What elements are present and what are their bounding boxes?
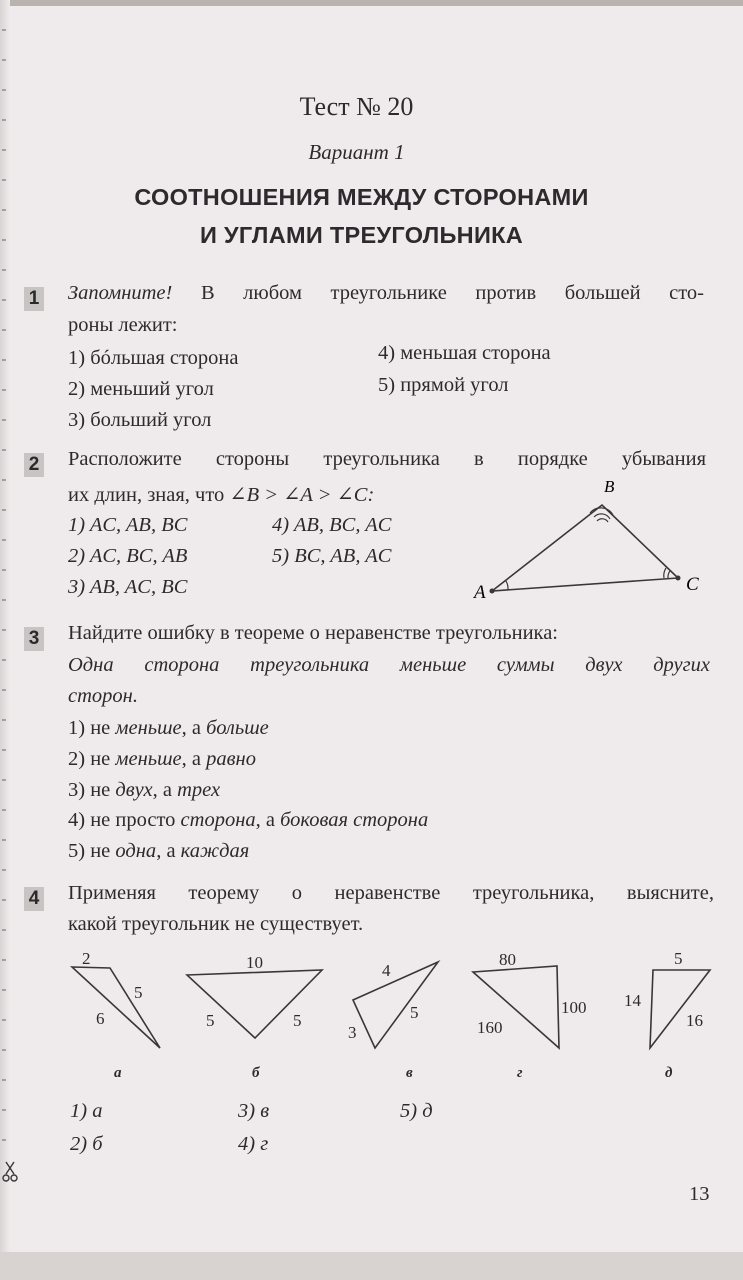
vertex-b-label: B [604,477,615,496]
question-1-text-line-1: В любом треугольнике против большей сто- [200,282,705,304]
page-top-shadow [0,0,743,6]
angle-c-arc-1 [664,568,666,578]
question-1-option-5[interactable]: 5) прямой угол [378,374,509,396]
question-1-option-2[interactable]: 2) меньший угол [68,378,214,400]
option-italic: каждая [180,840,250,862]
triangle-b-side-3: 5 [293,1011,302,1030]
angle-b-arc-3 [597,519,608,522]
option-text: , а [152,779,178,801]
question-4-option-2[interactable]: 2) б [70,1133,103,1155]
angle-a-arc [506,581,508,590]
question-1-option-4[interactable]: 4) меньшая сторона [378,342,551,364]
vertex-c-label: C [686,574,699,595]
question-4-text-line-2: какой треугольник не существует. [68,913,364,935]
section-title-line-2: И УГЛАМИ ТРЕУГОЛЬНИКА [199,222,524,248]
triangle-e-side-2: 14 [624,991,641,1010]
question-1-text-line-2: роны лежит: [68,314,178,336]
triangle-e-side-3: 16 [686,1011,703,1030]
triangles-figure [0,940,743,1090]
triangle-a-side-1: 2 [82,949,91,968]
triangle-c-side-1: 4 [382,961,391,980]
option-text: , а [156,840,181,862]
vertex-a-dot [490,589,495,594]
question-2-number: 2 [24,453,44,477]
triangle-abc [492,505,678,591]
variant-label: Вариант 1 [308,140,405,164]
option-text: , а [181,748,207,770]
section-title-line-1: СООТНОШЕНИЯ МЕЖДУ СТОРОНАМИ [134,184,589,210]
option-italic: меньше [115,717,182,739]
triangle-c [353,962,438,1048]
option-text: , а [181,717,207,739]
question-1-text [68,282,704,305]
option-text: , а [255,809,281,831]
option-italic: меньше [115,748,182,770]
option-italic: двух [115,779,153,801]
page-bottom-edge [0,1252,743,1280]
option-text: 5) не [68,840,116,862]
triangle-b-label: б [252,1065,260,1081]
question-2-option-3[interactable]: 3) AB, AC, BC [68,576,188,598]
question-2-option-2[interactable]: 2) AC, BC, AB [68,545,188,567]
triangle-a-label: а [114,1065,122,1081]
question-2-condition: ∠B > ∠A > ∠C: [229,484,375,506]
triangle-c-label: в [406,1065,413,1081]
question-1-lead: Запомните! [68,282,173,304]
option-text: 4) не просто [68,809,181,831]
question-2-option-4[interactable]: 4) AB, BC, AC [272,514,392,536]
triangle-d-side-1: 80 [499,950,516,969]
triangle-e-label: д [665,1065,673,1081]
triangle-d-side-3: 160 [477,1018,503,1037]
triangle-a-side-3: 6 [96,1009,105,1028]
option-italic: трех [177,779,221,801]
question-4-option-5[interactable]: 5) д [400,1100,433,1122]
option-text: 1) не [68,717,116,739]
question-3-option-3[interactable] [68,779,220,802]
question-2-text-line-1: Расположите стороны треугольника в порядке убывания [68,448,706,470]
option-text: 2) не [68,748,116,770]
question-2-text-prefix: их длин, зная, что [68,484,225,506]
question-3-number: 3 [24,627,44,651]
scissors-icon [2,1160,20,1184]
option-italic: сторона [180,809,256,831]
triangle-b-side-2: 5 [206,1011,215,1030]
question-1-option-1[interactable]: 1) бóльшая сторона [68,347,239,369]
question-2-text-line-2 [68,482,374,507]
question-4-number: 4 [24,887,44,911]
option-text: 3) не [68,779,116,801]
question-3-statement-line-2: сторон. [68,685,138,707]
option-italic: боковая сторона [280,809,429,831]
question-3-text-line-1: Найдите ошибку в теореме о неравенстве треугольника: [68,622,558,644]
question-4-option-4[interactable]: 4) г [238,1133,269,1155]
question-2-option-5[interactable]: 5) BC, AB, AC [272,545,392,567]
triangle-d-side-2: 100 [561,998,587,1017]
question-3-option-2[interactable] [68,748,256,771]
question-2-option-1[interactable]: 1) AC, AB, BC [68,514,188,536]
question-4-option-1[interactable]: 1) а [70,1100,103,1122]
question-3-statement-line-1: Одна сторона треугольника меньше суммы двух других [68,654,710,676]
triangle-abc-figure [470,474,700,604]
page-number: 13 [689,1183,710,1205]
option-italic: больше [206,717,269,739]
triangle-a-side-2: 5 [134,983,143,1002]
triangle-d-label: г [517,1065,523,1081]
question-3-option-1[interactable] [68,717,269,740]
triangle-a [72,967,160,1048]
triangle-e [650,970,710,1048]
question-1-option-3[interactable]: 3) больший угол [68,409,212,431]
triangle-b-side-1: 10 [246,953,263,972]
option-italic: равно [206,748,256,770]
test-title: Тест № 20 [299,92,414,121]
triangle-c-side-2: 5 [410,1003,419,1022]
angle-c-arc-2 [668,571,670,578]
question-1-number: 1 [24,287,44,311]
question-3-option-5[interactable] [68,840,249,863]
question-4-text-line-1: Применяя теорему о неравенстве треугольника, выясните, [68,882,714,904]
question-3-option-4[interactable] [68,809,428,832]
vertex-c-dot [676,576,681,581]
triangle-c-side-3: 3 [348,1023,357,1042]
question-4-option-3[interactable]: 3) в [238,1100,270,1122]
vertex-a-label: A [474,582,486,603]
option-italic: одна [115,840,157,862]
triangle-e-side-1: 5 [674,949,683,968]
